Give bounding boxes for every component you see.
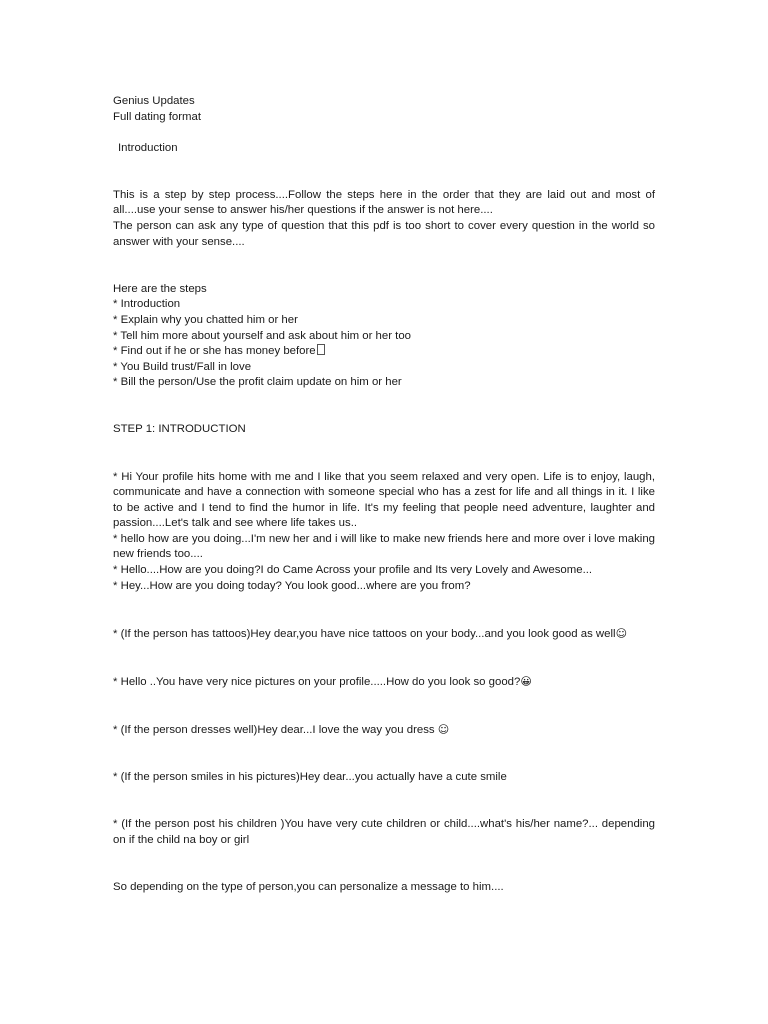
dresses-message-text: * (If the person dresses well)Hey dear...I love the way you dress xyxy=(113,723,438,736)
pictures-message xyxy=(113,674,655,691)
pictures-message-text: * Hello ..You have very nice pictures on your profile.....How do you look so good? xyxy=(113,675,521,688)
smile-icon: ☺ xyxy=(615,626,628,640)
steps-list-item-text: * Find out if he or she has money before xyxy=(113,345,316,358)
steps-list-item: * Explain why you chatted him or her xyxy=(113,313,298,326)
intro-message: * Hi Your profile hits home with me and I like that you seem relaxed and very open. Life is to enjoy, laugh, communicate and have a connection with someone special who has a zest for life and all things in it. I like to be active and I tend to find the humor in life. It's my feeling that people need adventure, laughter and passion....Let's talk and see where life takes us.. xyxy=(113,470,655,530)
steps-list-item: * You Build trust/Fall in love xyxy=(113,360,252,373)
intro-paragraph-1: This is a step by step process....Follow the steps here in the order that they are laid out and most of all....use your sense to answer his/her questions if the answer is not here.... xyxy=(113,188,655,217)
document-page xyxy=(113,94,655,895)
step1-heading: STEP 1: INTRODUCTION xyxy=(113,423,246,436)
steps-list-item: * Introduction xyxy=(113,298,181,311)
intro-message: * Hey...How are you doing today? You look good...where are you from? xyxy=(113,579,471,592)
doc-title: Genius Updates xyxy=(113,95,195,107)
tattoos-message xyxy=(113,626,655,643)
steps-list-item: * Bill the person/Use the profit claim update on him or her xyxy=(113,376,402,389)
intro-message: * Hello....How are you doing?I do Came Across your profile and Its very Lovely and Awesome... xyxy=(113,564,593,577)
children-message: * (If the person post his children )You have very cute children or child....what's his/her name?... depending on if the child na boy or girl xyxy=(113,818,655,846)
intro-paragraph-2: The person can ask any type of question that this pdf is too short to cover every question in the world so answer with your sense.... xyxy=(113,220,655,248)
steps-list-item: * Tell him more about yourself and ask about him or her too xyxy=(113,329,412,342)
missing-glyph-box xyxy=(317,344,325,355)
closing-note: So depending on the type of person,you can personalize a message to him.... xyxy=(113,880,504,893)
intro-message: * hello how are you doing...I'm new her and i will like to make new friends here and more over i love making new friends too.... xyxy=(113,532,655,561)
tattoos-message-text: * (If the person has tattoos)Hey dear,you have nice tattoos on your body...and you look good as well xyxy=(113,627,616,640)
grin-icon: 😀 xyxy=(520,674,532,688)
intro-heading: Introduction xyxy=(118,141,178,154)
doc-subtitle: Full dating format xyxy=(113,110,201,123)
smile-icon: ☺ xyxy=(437,722,450,736)
smiles-message: * (If the person smiles in his pictures)Hey dear...you actually have a cute smile xyxy=(113,771,507,784)
steps-list-item xyxy=(113,344,655,360)
steps-heading: Here are the steps xyxy=(113,282,207,295)
dresses-message xyxy=(113,722,655,739)
